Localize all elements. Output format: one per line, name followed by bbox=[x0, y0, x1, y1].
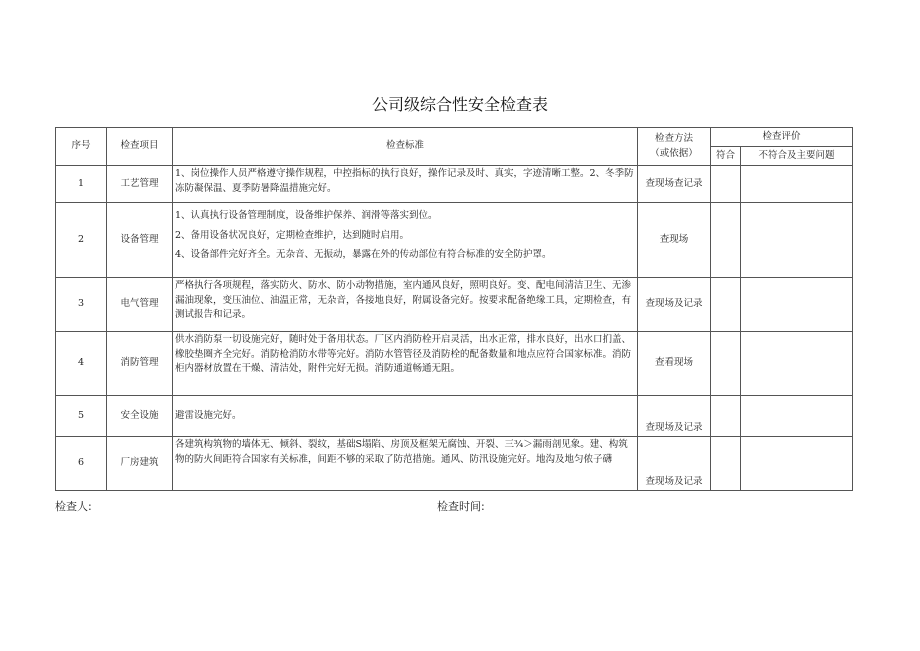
row-conform-cell[interactable] bbox=[711, 166, 741, 203]
table-row bbox=[56, 166, 853, 203]
row-method: 查现场查记录 bbox=[638, 166, 711, 203]
header-method-label: 检查方法 bbox=[654, 132, 693, 144]
table-row bbox=[56, 332, 853, 396]
row-no: 2 bbox=[56, 203, 107, 278]
row-nonconform-cell[interactable] bbox=[741, 332, 853, 396]
row-method: 查现场 bbox=[638, 203, 711, 278]
row-standard bbox=[173, 203, 638, 278]
header-nonconform: 不符合及主要问题 bbox=[741, 147, 853, 166]
row-conform-cell[interactable] bbox=[711, 203, 741, 278]
row-no: 6 bbox=[56, 437, 107, 491]
standard-line: 各建筑构筑物的墙体无、倾斜、裂纹，基础S塌陷、房顶及框架无腐蚀、开裂、三¾＞漏雨剖见象。建、构筑物的防火间距符合国家有关标准，间距不够的采取了防范措施。通风、防汛设施完好。地沟及地匀侬子礴 bbox=[175, 439, 628, 465]
table-row bbox=[56, 278, 853, 332]
header-item: 检查项目 bbox=[107, 128, 173, 166]
row-nonconform-cell[interactable] bbox=[741, 278, 853, 332]
row-method: 查现场及记录 bbox=[638, 437, 711, 491]
row-no: 1 bbox=[56, 166, 107, 203]
row-conform-cell[interactable] bbox=[711, 278, 741, 332]
standard-line: 2、备用设备状况良好，定期检查维护，达到随时启用。 bbox=[175, 229, 410, 241]
table-row bbox=[56, 437, 853, 491]
row-standard bbox=[173, 437, 638, 491]
row-standard bbox=[173, 278, 638, 332]
row-item: 消防管理 bbox=[107, 332, 173, 396]
row-method: 查现场及记录 bbox=[638, 278, 711, 332]
table-row bbox=[56, 396, 853, 437]
header-standard: 检查标准 bbox=[173, 128, 638, 166]
row-nonconform-cell[interactable] bbox=[741, 166, 853, 203]
table-row bbox=[56, 203, 853, 278]
page-title: 公司级综合性安全检查表 bbox=[371, 95, 548, 114]
row-conform-cell[interactable] bbox=[711, 437, 741, 491]
header-method-sub: （或依据） bbox=[650, 147, 698, 159]
standard-line: 4、设备部件完好齐全。无杂音、无振动，暴露在外的传动部位有符合标准的安全防护罩。 bbox=[175, 249, 552, 261]
standard-line: 1、岗位操作人员严格遵守操作规程，中控指标的执行良好，操作记录及时、真实，字迹清晰工整。2、冬季防冻防凝保温、夏季防暑降温措施完好。 bbox=[175, 168, 634, 194]
inspection-table bbox=[55, 127, 853, 491]
row-conform-cell[interactable] bbox=[711, 332, 741, 396]
standard-line: 1、认真执行设备管理制度，设备维护保养、润滑等落实到位。 bbox=[175, 210, 438, 221]
row-standard bbox=[173, 166, 638, 203]
row-no: 3 bbox=[56, 278, 107, 332]
row-item: 工艺管理 bbox=[107, 166, 173, 203]
row-nonconform-cell[interactable] bbox=[741, 396, 853, 437]
header-conform: 符合 bbox=[711, 147, 741, 166]
standard-line: 严格执行各项规程，落实防火、防水、防小动物措施，室内通风良好，照明良好。变、配电间清洁卫生、无渗漏油现象，变压油位、油温正常，无杂音，各接地良好，附属设备完好。按要求配备绝缘工具，定期检查，有测试报告和记录。 bbox=[175, 280, 632, 321]
row-item: 电气管理 bbox=[107, 278, 173, 332]
row-standard bbox=[173, 332, 638, 396]
inspector-label: 检查人: bbox=[55, 500, 92, 513]
row-no: 5 bbox=[56, 396, 107, 437]
row-item: 设备管理 bbox=[107, 203, 173, 278]
row-conform-cell[interactable] bbox=[711, 396, 741, 437]
inspection-time-label: 检查时间: bbox=[437, 500, 485, 513]
row-item: 安全设施 bbox=[107, 396, 173, 437]
row-item: 厂房建筑 bbox=[107, 437, 173, 491]
standard-line: 避雷设施完好。 bbox=[175, 410, 242, 421]
row-nonconform-cell[interactable] bbox=[741, 437, 853, 491]
header-row bbox=[56, 128, 853, 147]
header-no: 序号 bbox=[56, 128, 107, 166]
header-method bbox=[638, 128, 711, 166]
row-standard bbox=[173, 396, 638, 437]
row-nonconform-cell[interactable] bbox=[741, 203, 853, 278]
standard-line: 供水消防泵一切设施完好，随时处于备用状态。厂区内消防栓开启灵活，出水正常，排水良好，出水口扪盖、橡胶垫圈齐全完好。消防枪消防水带等完好。消防水管管径及消防栓的配备数量和地点应符合国家标准。消防柜内器材放置在干燥、清洁处，附件完好无损。消防通道畅通无阻。 bbox=[175, 334, 632, 375]
header-evaluation: 检查评价 bbox=[711, 128, 853, 147]
row-no: 4 bbox=[56, 332, 107, 396]
row-method: 查看现场 bbox=[638, 332, 711, 396]
row-method: 查现场及记录 bbox=[638, 396, 711, 437]
